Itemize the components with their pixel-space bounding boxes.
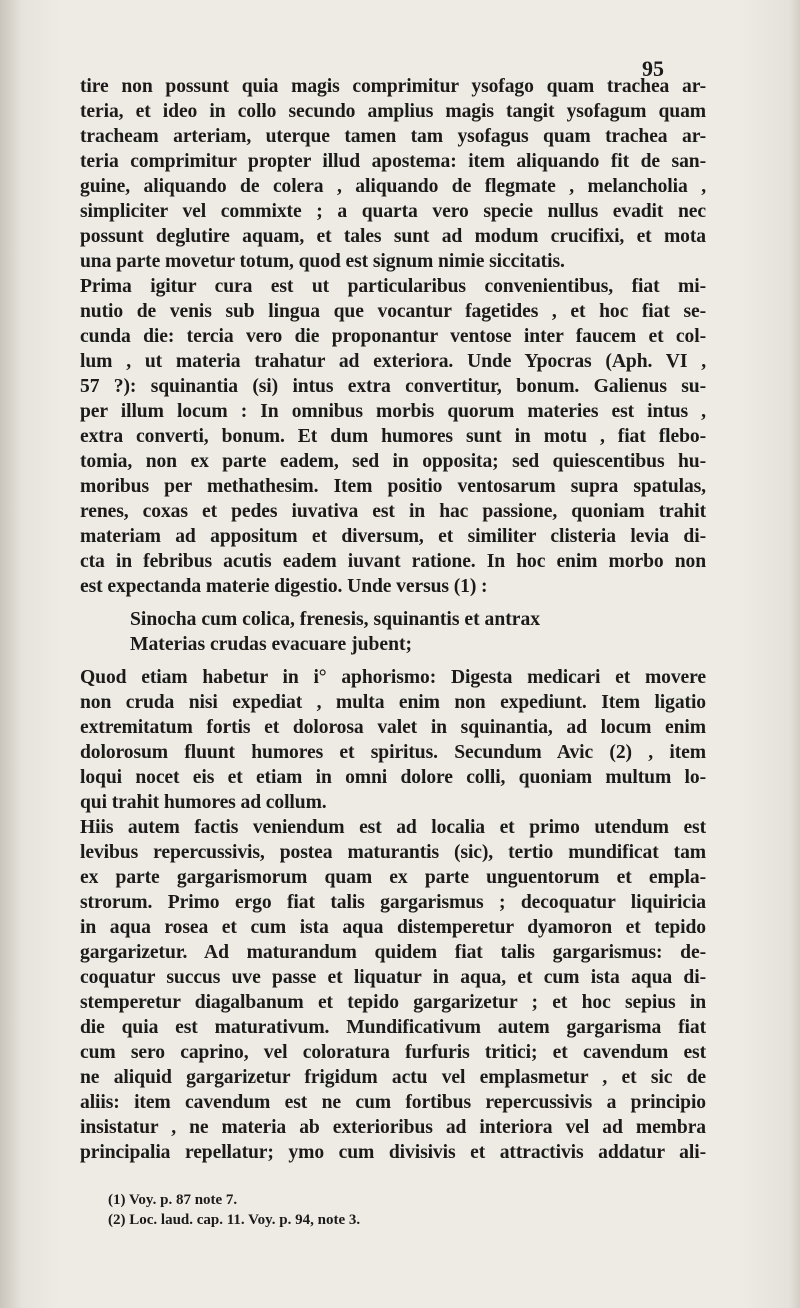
text-line: levibus repercussivis, postea maturantis (sic), tertio mundificat tam (80, 842, 706, 863)
text-line: materiam ad appositum et diversum, et similiter clisteria levia di- (80, 526, 706, 547)
text-line: aliis: item cavendum est ne cum fortibus repercussivis a principio (80, 1092, 706, 1113)
text-line: 57 ?): squinantia (si) intus extra convertitur, bonum. Galienus su- (80, 376, 706, 397)
text-line: qui trahit humores ad collum. (80, 792, 327, 813)
text-line: teria comprimitur propter illud apostema: item aliquando fit de san- (80, 151, 706, 172)
text-line: Hiis autem factis veniendum est ad localia et primo utendum est (80, 817, 706, 838)
text-line: coquatur succus uve passe et liquatur in aqua, et cum ista aqua di- (80, 967, 706, 988)
verse-line: Sinocha cum colica, frenesis, squinantis et antrax (130, 609, 541, 630)
paragraph-4 (80, 815, 706, 1165)
text-line: insistatur , ne materia ab exterioribus ad interiora vel ad membra (80, 1117, 706, 1138)
text-line: una parte movetur totum, quod est signum nimie siccitatis. (80, 251, 565, 272)
text-line: dolorosum fluunt humores et spiritus. Secundum Avic (2) , item (80, 742, 706, 763)
text-line: principalia repellatur; ymo cum divisivis et attractivis addatur ali- (80, 1142, 706, 1163)
text-line: non cruda nisi expediat , multa enim non expediunt. Item ligatio (80, 692, 706, 713)
paragraph-2 (80, 274, 706, 599)
text-line: cum sero caprino, vel coloratura furfuris tritici; et cavendum est (80, 1042, 706, 1063)
text-line: cta in febribus acutis eadem iuvant ratione. In hoc enim morbo non (80, 551, 706, 572)
text-line: renes, coxas et pedes iuvativa est in hac passione, quoniam trahit (80, 501, 706, 522)
text-line: teria, et ideo in collo secundo amplius magis tangit ysofagum quam (80, 101, 706, 122)
verse-quote (130, 607, 706, 657)
text-line: possunt deglutire aquam, et tales sunt ad modum crucifixi, et mota (80, 226, 706, 247)
text-line: extremitatum fortis et dolorosa valet in squinantia, ad locum enim (80, 717, 706, 738)
page-number: 95 (642, 56, 664, 81)
text-line: moribus per methathesim. Item positio ventosarum supra spatulas, (80, 476, 706, 497)
text-line: guine, aliquando de colera , aliquando de flegmate , melancholia , (80, 176, 706, 197)
text-line: tomia, non ex parte eadem, sed in opposita; sed quiescentibus hu- (80, 451, 706, 472)
footnote-1: (1) Voy. p. 87 note 7. (108, 1192, 238, 1208)
text-line: in aqua rosea et cum ista aqua distemperetur dyamoron et tepido (80, 917, 706, 938)
text-line: lum , ut materia trahatur ad exteriora. Unde Ypocras (Aph. VI , (80, 351, 706, 372)
text-line: tire non possunt quia magis comprimitur ysofago quam trachea ar- (80, 76, 706, 97)
text-line: ex parte gargarismorum quam ex parte unguentorum et empla- (80, 867, 706, 888)
text-line: cunda die: tercia vero die proponantur ventose inter faucem et col- (80, 326, 706, 347)
text-line: simpliciter vel commixte ; a quarta vero specie nullus evadit nec (80, 201, 706, 222)
text-line: nutio de venis sub lingua que vocantur fagetides , et hoc fiat se- (80, 301, 706, 322)
footnotes (108, 1190, 360, 1230)
text-line: ne aliquid gargarizetur frigidum actu vel emplasmetur , et sic de (80, 1067, 706, 1088)
text-line: tracheam arteriam, uterque tamen tam ysofagus quam trachea ar- (80, 126, 706, 147)
verse-line: Materias crudas evacuare jubent; (130, 634, 413, 655)
text-line: Quod etiam habetur in i° aphorismo: Digesta medicari et movere (80, 667, 706, 688)
paragraph-3 (80, 665, 706, 815)
text-line: strorum. Primo ergo fiat talis gargarismus ; decoquatur liquiricia (80, 892, 706, 913)
footnote-2: (2) Loc. laud. cap. 11. Voy. p. 94, note 3. (108, 1212, 361, 1228)
text-line: die quia est maturativum. Mundificativum autem gargarisma fiat (80, 1017, 706, 1038)
text-line: stemperetur diagalbanum et tepido gargarizetur ; et hoc sepius in (80, 992, 706, 1013)
body-text (80, 74, 706, 1165)
text-line: Prima igitur cura est ut particularibus convenientibus, fiat mi- (80, 276, 706, 297)
text-line: loqui nocet eis et etiam in omni dolore colli, quoniam multum lo- (80, 767, 706, 788)
text-line: est expectanda materie digestio. Unde versus (1) : (80, 576, 488, 597)
text-line: extra converti, bonum. Et dum humores sunt in motu , fiat flebo- (80, 426, 706, 447)
paragraph-1 (80, 74, 706, 274)
text-line: gargarizetur. Ad maturandum quidem fiat talis gargarismus: de- (80, 942, 706, 963)
text-line: per illum locum : In omnibus morbis quorum materies est intus , (80, 401, 706, 422)
